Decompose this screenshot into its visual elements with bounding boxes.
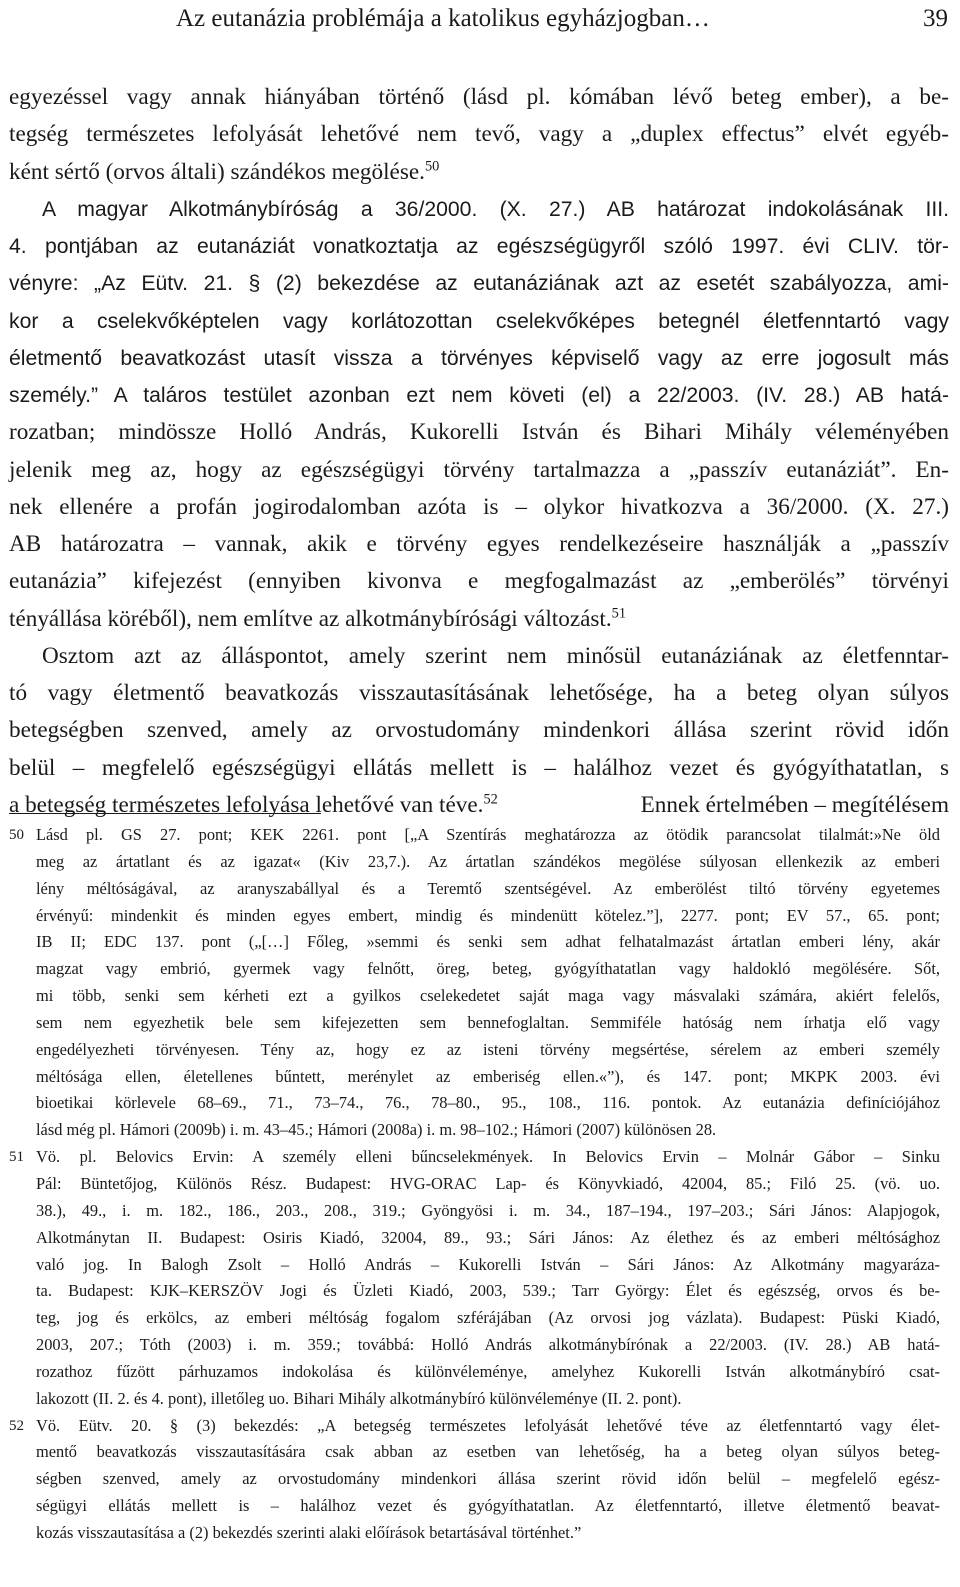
footnote-line bbox=[0, 1144, 940, 1171]
footnote-line: teg, jog és erkölcs, az emberi méltóság fogalom szférájában (Az orvosi jog vázlata). Budapest: Püski Kiadó, bbox=[36, 1308, 940, 1328]
footnote-line: méltósága ellen, életellenes bűntett, merénylet az emberiség ellen.«”), és 147. pont; MKPK 2003. évi bbox=[36, 1066, 940, 1086]
body-line: AB határozatra – vannak, akik e törvény egyes rendelkezéseire használják a „passzív bbox=[9, 531, 949, 557]
body-line-text: Ennek értelmében – megítélésem bbox=[640, 791, 949, 818]
footnote-number-50: 50 bbox=[9, 827, 24, 843]
body-line bbox=[9, 154, 949, 191]
footnote-line: ségügyi ellátás mellett is – halálhoz vezet és gyógyíthatatlan. Az életfenntartó, illetve életmentő beavat- bbox=[36, 1496, 940, 1516]
footnote-line: bioetikai körlevele 68–69., 71., 73–74., 76., 78–80., 95., 108., 116. pontok. Az eutanázia definíciójához bbox=[36, 1093, 940, 1113]
page-number: 39 bbox=[923, 5, 948, 32]
body-line: személy.” A taláros testület azonban ezt nem követi (el) a 22/2003. (IV. 28.) AB hatá- bbox=[9, 384, 949, 407]
body-line: vényre: „Az Eütv. 21. § (2) bekezdése az eutanáziának azt az esetét szabályozza, ami- bbox=[9, 272, 949, 296]
footnote-line: rozathoz fűzött párhuzamos indokolása és különvéleménye, amelyhez Kukorelli István alkotmánybíró csat- bbox=[36, 1361, 940, 1381]
footnote-line: Pál: Büntetőjog, Különös Rész. Budapest: HVG-ORAC Lap- és Könyvkiadó, 42004, 85.; Filó 25. (vö. uo. bbox=[36, 1173, 940, 1193]
footnote-ref-51[interactable]: 51 bbox=[611, 604, 627, 621]
footnote-line: 2003, 207.; Tóth (2003) i. m. 359.; továbbá: Holló András alkotmánybírónak a 22/2003. (IV. 28.) AB hatá- bbox=[36, 1335, 940, 1355]
footnote-line: engedélyezheti törvényesen. Tény az, hogy ez az isteni törvény megsértése, sérelem az emberi személy bbox=[36, 1039, 940, 1059]
body-line: nek ellenére a profán jogirodalomban azóta is – olykor hivatkozva a 36/2000. (X. 27.) bbox=[9, 493, 949, 520]
footnote-line: Alkotmánytan II. Budapest: Osiris Kiadó, 32004, 89., 93.; Sári János: Az élethez és az emberi méltósághoz bbox=[36, 1227, 940, 1247]
body-line: belül – megfelelő egészségügyi ellátás mellett is – halálhoz vezet és gyógyíthatatlan, s bbox=[9, 754, 949, 781]
footnote-line: meg az ártatlant és az igazat« (Kiv 23,7.). Az ártatlan szándékos megölése súlyosan ellenkezik az emberi bbox=[36, 851, 940, 871]
footnote-ref-50[interactable]: 50 bbox=[424, 157, 440, 174]
footnote-line-text: Vö. pl. Belovics Ervin: A személy elleni bűncselekmények. In Belovics Ervin – Molnár Gábor – Sinku bbox=[36, 1147, 940, 1167]
footnote-line: mentő beavatkozás visszautasítására csak abban az esetben van lehetőség, ha a beteg olyan súlyos beteg- bbox=[36, 1442, 940, 1462]
footnote-line: sem nem egyezhetik bele sem kifejezetten sem bennefoglaltan. Semmiféle hatóság nem írhatja elő vagy bbox=[36, 1012, 940, 1032]
body-line: egyezéssel vagy annak hiányában történő (lásd pl. kómában lévő beteg ember), a be- bbox=[9, 84, 949, 110]
footnote-line: lény méltóságával, az aranyszabállyal és a Teremtő szentségével. Az emberölést tiltó törvény egyetemes bbox=[36, 878, 940, 898]
body-line bbox=[9, 787, 949, 824]
footnote-ref-52[interactable]: 52 bbox=[483, 791, 498, 808]
body-line-text: a betegség természetes lefolyása lehetővé van téve. bbox=[9, 791, 484, 818]
footnote-separator bbox=[9, 813, 321, 814]
footnote-line: mi több, senki sem kérheti ezt a gyilkos cselekedetet saját maga vagy másvalaki számára, akiért felelős, bbox=[36, 986, 940, 1006]
footnote-line: IB II; EDC 137. pont („[…] Főleg, »semmi és senki sem adhat felhatalmazást ártatlan emberi lény, akár bbox=[36, 932, 940, 952]
footnote-line bbox=[0, 822, 940, 849]
body-line: tegség természetes lefolyását lehetővé nem tevő, vagy a „duplex effectus” elvét egyéb- bbox=[9, 121, 949, 148]
footnote-line: érvényű: mindenkit és minden egyes embert, mindig és mindenütt kötelez.”], 2277. pont; EV 57., 65. pont; bbox=[36, 905, 940, 925]
body-line bbox=[9, 601, 949, 638]
body-line: kor a cselekvőképtelen vagy korlátozottan cselekvőképes betegnél életfenntartó vagy bbox=[9, 309, 949, 333]
footnote-line: való jog. In Balogh Zsolt – Holló András – Kukorelli István – Sári János: Az Alkotmány magyaráza- bbox=[36, 1254, 940, 1274]
body-line: rozatban; mindössze Holló András, Kukorelli István és Bihari Mihály véleményében bbox=[9, 419, 949, 446]
footnote-line: 38.), 49., i. m. 182., 186., 203., 208., 319.; Gyöngyösi i. m. 34., 187–194., 197–203.; Sári János: Alapjogok, bbox=[36, 1200, 940, 1220]
body-line: tó vagy életmentő beavatkozás visszautasításának lehetősége, ha a beteg olyan súlyos bbox=[9, 680, 949, 706]
footnotes bbox=[0, 822, 960, 1547]
footnote-line: lakozott (II. 2. és 4. pont), illetőleg uo. Bihari Mihály alkotmánybíró különvéleménye (II. 2. pont). bbox=[36, 1388, 682, 1408]
footnote-line: magzat vagy embrió, gyermek vagy felnőtt, öreg, beteg, gyógyíthatatlan vagy haldokló megölésére. Sőt, bbox=[36, 959, 940, 979]
footnote-number-51: 51 bbox=[9, 1149, 24, 1166]
body-line: A magyar Alkotmánybíróság a 36/2000. (X. 27.) AB határozat indokolásának III. bbox=[42, 197, 949, 221]
footnote-line bbox=[0, 1413, 940, 1440]
footnote-line: ta. Budapest: KJK–KERSZÖV Jogi és Üzleti Kiadó, 2003, 539.; Tarr György: Élet és egészség, orvos és be- bbox=[36, 1281, 940, 1301]
body-line: jelenik meg az, hogy az egészségügyi törvény tartalmazza a „passzív eutanáziát”. En- bbox=[9, 456, 949, 483]
main-text bbox=[9, 79, 949, 824]
footnote-number-52: 52 bbox=[9, 1417, 24, 1434]
footnote-line: kozás visszautasítása a (2) bekezdés szerinti alaki előírások betartásával történhet.” bbox=[36, 1522, 582, 1542]
footnote-line: lásd még pl. Hámori (2009b) i. m. 43–45.; Hámori (2008a) i. m. 98–102.; Hámori (2007) különösen 28. bbox=[36, 1120, 717, 1140]
body-line: eutanázia” kifejezést (ennyiben kivonva e megfogalmazást az „emberölés” törvényi bbox=[9, 568, 949, 595]
footnote-line: ségben szenved, amely az orvostudomány mindenkori állása szerint rövid időn belül – megfelelő egész- bbox=[36, 1469, 940, 1489]
running-title: Az eutanázia problémája a katolikus egyházjogban… bbox=[176, 5, 710, 32]
body-line: Osztom azt az álláspontot, amely szerint nem minősül eutanáziának az életfenntar- bbox=[42, 642, 949, 669]
body-line: betegségben szenved, amely az orvostudomány mindenkori állása szerint rövid időn bbox=[9, 717, 949, 744]
body-line-text: ként sértő (orvos általi) szándékos megölése. bbox=[9, 158, 425, 185]
body-line-text: tényállása köréből), nem említve az alkotmánybírósági változást. bbox=[9, 605, 612, 632]
body-line: 4. pontjában az eutanáziát vonatkoztatja az egészségügyről szóló 1997. évi CLIV. tör- bbox=[9, 235, 949, 258]
body-line: életmentő beavatkozást utasít vissza a törvényes képviselő vagy az erre jogosult más bbox=[9, 346, 949, 370]
footnote-line-text: Lásd pl. GS 27. pont; KEK 2261. pont [„A Szentírás meghatározza az ötödik parancsolat tilalmát:»Ne öld bbox=[36, 825, 940, 844]
footnote-line-text: Vö. Eütv. 20. § (3) bekezdés: „A betegség természetes lefolyását lehetővé téve az életfenntartó vagy élet- bbox=[36, 1415, 940, 1435]
